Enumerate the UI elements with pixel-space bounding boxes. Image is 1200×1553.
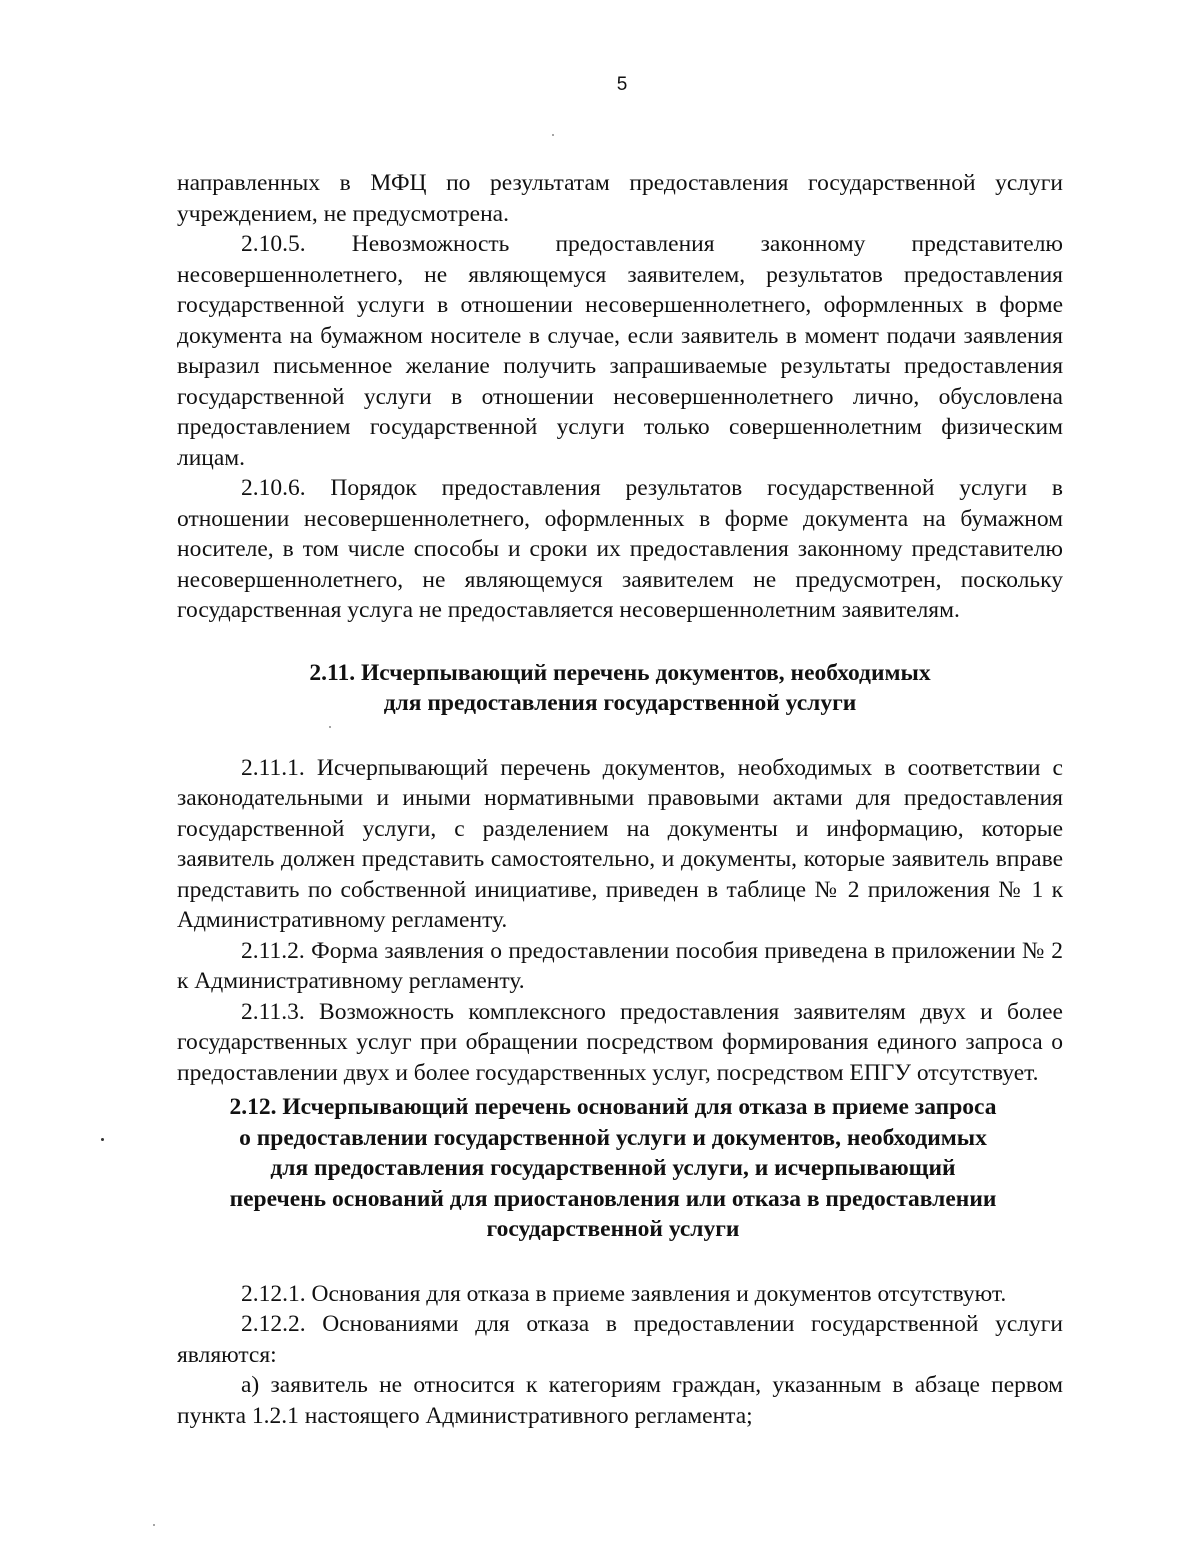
paragraph-continuation: направленных в МФЦ по результатам предоставления государственной услуги учреждением, не предусмотрена. [177,170,1063,227]
paragraph-2-11-1: 2.11.1. Исчерпывающий перечень документов, необходимых в соответствии с законодательными и иными нормативными правовыми актами для предоставления государственной услуги, с разделением на документы и информацию, которые заявитель должен представить самостоятельно, и документы, которые заявитель вправе представить по собственной инициативе, приведен в таблице № 2 приложения № 1 к Административному регламенту. [177,754,1063,933]
paragraph-2-12-1: 2.12.1. Основания для отказа в приеме заявления и документов отсутствуют. [241,1280,1007,1307]
paragraph-item-a: а) заявитель не относится к категориям граждан, указанным в абзаце первом пункта 1.2.1 настоящего Административного регламента; [177,1372,1063,1429]
heading-line: 2.11. Исчерпывающий перечень документов, необходимых [309,659,931,686]
scan-speck [153,1524,155,1526]
paragraph-2-11-2: 2.11.2. Форма заявления о предоставлении пособия приведена в приложении № 2 к Административному регламенту. [177,937,1063,994]
heading-line: 2.12. Исчерпывающий перечень оснований для отказа в приеме запроса [229,1094,997,1120]
heading-line: о предоставлении государственной услуги и документов, необходимых [239,1124,987,1151]
page-number: 5 [616,74,628,95]
scan-speck [329,726,331,728]
paragraph-2-10-6: 2.10.6. Порядок предоставления результатов государственной услуги в отношении несовершеннолетнего, оформленных в форме документа на бумажном носителе, в том числе способы и сроки их предоставления законному представителю несовершеннолетнего, не являющемуся заявителем не предусмотрен, поскольку государственная услуга не предоставляется несовершеннолетним заявителям. [177,475,1063,623]
paragraph-2-10-5: 2.10.5. Невозможность предоставления законному представителю несовершеннолетнего, не являющемуся заявителем, результатов предоставления государственной услуги в отношении несовершеннолетнего, оформленных в форме документа на бумажном носителе в случае, если заявитель в момент подачи заявления выразил письменное желание получить запрашиваемые результаты предоставления государственной услуги в отношении несовершеннолетнего лично, обусловлена предоставлением государственной услуги только совершеннолетним физическим лицам. [177,231,1063,471]
heading-line: государственной услуги [486,1216,740,1242]
paragraph-2-11-3: 2.11.3. Возможность комплексного предоставления заявителям двух и более государственных услуг при обращении посредством формирования единого запроса о предоставлении двух и более государственных услуг, посредством ЕПГУ отсутствует. [177,998,1063,1086]
section-heading-2-11 [177,658,1063,719]
paragraph-2-12-2: 2.12.2. Основаниями для отказа в предоставлении государственной услуги являются: [177,1311,1063,1368]
scan-speck [101,1138,104,1141]
document-body [177,168,1063,1431]
section-heading-2-12 [163,1092,1063,1245]
scan-speck [552,134,554,136]
heading-line: для предоставления государственной услуги [383,690,857,716]
heading-line: перечень оснований для приостановления или отказа в предоставлении [229,1185,997,1212]
heading-line: для предоставления государственной услуги, и исчерпывающий [270,1155,956,1181]
